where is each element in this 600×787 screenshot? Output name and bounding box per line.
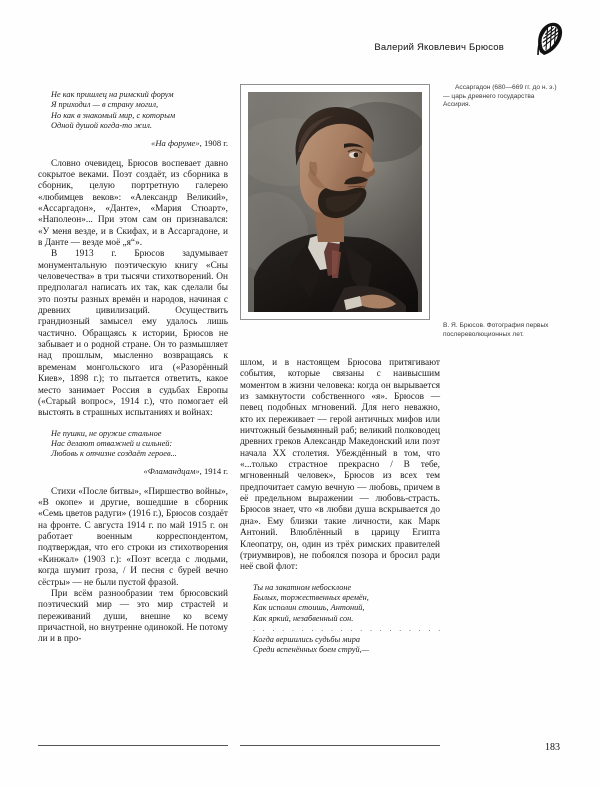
verse-line: Былых, торжественных времён, [253, 592, 369, 602]
footer-rule-left [38, 745, 228, 746]
paragraph: шлом, и в настоящем Брюсова притягивают события, которые связаны с наивысшим моментом в жизни человека: когда он вырывается из замкнутости собственного «я». Брюсов — певец подобных мгновений. Для него неважно, кто их переживает — герой античных мифов или ничтожный безымянный раб; великий полководец древних греков Александр Македонский или поэт начала XX столетия. Убеждённый в том, что «...только страстное прекрасно / В тебе, мгновенный человек», Брюсов из всех тем предпочитает самую вечную — любовь, причем в её предельном выражении — любовь-страсть. Брюсов знает, что «в любви душа вскрывается до дна». Ему близки такие личности, как Марк Антоний. Влюблённый в царицу Египта Клеопатру, он, один из трёх римских правителей (триумвиров), не побоялся позора и бросил ради неё свой флот: [240, 358, 440, 573]
verse-line: Но как в знакомый мир, с которым [51, 110, 176, 120]
margin-note-assargadon: Ассаргадон (680—669 гг. до н. э.) — царь древнего государства Ассирия. [443, 84, 557, 109]
verse-line: Я приходил — в страну могил, [51, 100, 159, 110]
verse-line: Одной душой когда-то жил. [51, 121, 152, 131]
footer-rule-right [240, 745, 440, 746]
verse-line: Как исполин стоишь, Антоний, [253, 603, 365, 613]
verse-line: Как яркий, незабвенный сон. [253, 613, 354, 623]
verse-line: Не как пришлец на римский форум [51, 90, 174, 99]
attribution-year: 1914 г. [203, 465, 228, 476]
verse-line: Любовь к отчизне создаёт героев... [51, 449, 177, 459]
portrait-photo-bryusov [248, 92, 422, 312]
running-head [36, 36, 564, 66]
page-title: Валерий Яковлевич Брюсов [374, 42, 504, 53]
verse-ellipsis-line: . . . . . . . . . . . . . . . . . . . . [253, 624, 444, 634]
leaf-book-emblem-icon [534, 22, 564, 56]
verse-line: Нас делают отважней и сильней: [51, 438, 173, 448]
paragraph: Словно очевидец, Брюсов воспевает давно сокрытое веками. Поэт создаёт, из сборника в сборник, целую портретную галерею «любимцев веков»: «Александр Великий», «Ассаргадон», «Данте», «Мария Стюарт», «Наполеон»... При этом сам он признавался: «У меня везде, и в Скифах, и в Ассаргадоне, и в Данте — везде моё „я“». [38, 158, 228, 249]
attribution-title: «Фламандцам», [143, 465, 202, 476]
figure-caption: В. Я. Брюсов. Фотография первых послереволюционных лет. [443, 322, 549, 338]
epigraph-verse [51, 90, 228, 132]
verse-line: Ты на закатном небосклоне [253, 582, 352, 592]
attribution-year: 1908 г. [203, 137, 228, 148]
verse-line: Среди вспенённых боем струй,— [253, 644, 370, 654]
paragraph: Стихи «После битвы», «Пиршество войны», «В окопе» и другие, вошедшие в сборник «Семь цветов радуги» (1916 г.), Брюсов создаёт на фронте. С августа 1914 г. по май 1915 г. он работает военным корреспондентом, подтверждая, что его строки из стихотворения «Кинжал» (1903 г.): «Поэт всегда с людьми, когда шумит гроза, / И песня с бурей вечно сёстры» — не были пустой фразой. [38, 486, 228, 588]
quote-verse-antony [253, 582, 444, 656]
quote-attribution [38, 466, 228, 476]
quote-verse-flamandtsam [51, 429, 228, 460]
paragraph: При всём разнообразии тем брюсовский поэтический мир — это мир страстей и переживаний души, внешне ко всему причастной, но внутренне одинокой. Не потому ли и в про- [38, 588, 228, 645]
verse-line: Когда вершились судьбы мира [253, 634, 361, 644]
epigraph-attribution [38, 138, 228, 148]
portrait-figure [240, 84, 430, 320]
left-column [38, 86, 228, 646]
attribution-title: «На форуме», [151, 137, 202, 148]
paragraph: В 1913 г. Брюсов задумывает монументальную поэтическую книгу «Сны человечества» в три тысячи стихотворений. Он предполагал написать их так, как сделали бы это поэты разных времён и народов, начиная с древних цивилизаций. Осуществить грандиозный замысел ему удалось лишь частично. Обращаясь к истории, Брюсов не забывает и о родной стране. Он то размышляет над прошлым, мысленно возвращаясь к временам монгольского ига («Разорённый Киев», 1898 г.); то пытается ответить, какое место занимает Россия в судьбах Европы («Старый вопрос», 1914 г.), что помогает ей выстоять в страшных испытаниях и войнах: [38, 249, 228, 419]
verse-line: Не пушки, не оружие стальное [51, 428, 162, 438]
page-number: 183 [545, 742, 560, 753]
right-column [240, 358, 444, 657]
